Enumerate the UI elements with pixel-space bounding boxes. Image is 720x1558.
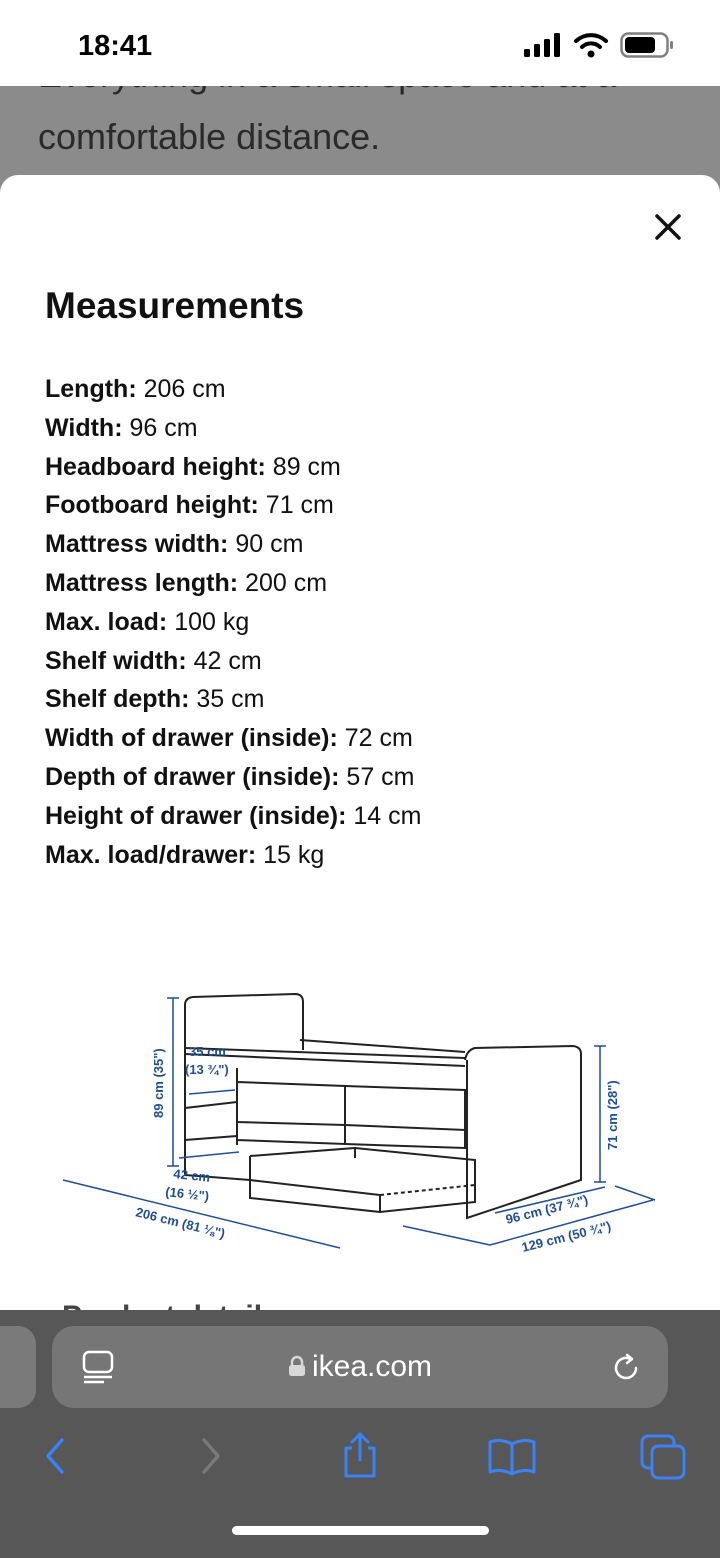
lock-icon <box>288 1355 306 1377</box>
list-item: Max. load: 100 kg <box>45 607 250 636</box>
dim-label-width-96: 96 cm (37 ¾") <box>504 1191 590 1227</box>
status-bar <box>0 0 720 86</box>
cellular-signal-icon <box>524 33 562 57</box>
dim-label-shelf-width-in: (16 ½") <box>164 1184 210 1204</box>
list-item: Width of drawer (inside): 72 cm <box>45 724 413 753</box>
dim-label-shelf-depth-in: (13 ¾") <box>185 1062 229 1077</box>
list-item: Width: 96 cm <box>45 413 198 442</box>
dim-label-shelf-depth-cm: 35 cm <box>189 1044 226 1059</box>
list-item: Footboard height: 71 cm <box>45 491 334 520</box>
sheet-title: Measurements <box>45 285 305 326</box>
list-item: Shelf width: 42 cm <box>45 646 262 675</box>
list-item: Length: 206 cm <box>45 375 226 403</box>
status-icons <box>524 32 674 58</box>
list-item: Height of drawer (inside): 14 cm <box>45 801 422 830</box>
list-item: Mattress width: 90 cm <box>45 530 304 559</box>
bookmarks-icon[interactable] <box>484 1428 540 1484</box>
dim-label-length: 206 cm (81 ⅛") <box>134 1204 227 1242</box>
previous-tab-preview[interactable] <box>0 1326 36 1408</box>
home-indicator <box>232 1526 489 1535</box>
browser-toolbar <box>0 1310 720 1558</box>
dim-label-shelf-width-cm: 42 cm <box>172 1166 211 1185</box>
address-bar[interactable] <box>52 1326 668 1408</box>
forward-chevron-icon[interactable] <box>182 1428 238 1484</box>
dim-label-height-71: 71 cm (28") <box>605 1080 620 1150</box>
url-display[interactable] <box>52 1350 668 1384</box>
background-text-line2: comfortable distance. <box>38 116 381 157</box>
battery-icon <box>620 32 674 58</box>
list-item: Shelf depth: 35 cm <box>45 685 265 714</box>
close-button[interactable] <box>648 207 688 247</box>
list-item: Headboard height: 89 cm <box>45 452 341 481</box>
list-item: Depth of drawer (inside): 57 cm <box>45 762 415 791</box>
share-icon[interactable] <box>332 1428 388 1484</box>
product-dimension-diagram <box>55 990 665 1295</box>
toolbar-nav-row <box>0 1428 720 1484</box>
wifi-icon <box>574 32 608 58</box>
list-item: Mattress length: 200 cm <box>45 568 328 597</box>
measurements-sheet <box>0 175 720 1310</box>
close-icon <box>648 207 688 247</box>
reload-icon[interactable] <box>610 1352 642 1384</box>
url-text: ikea.com <box>311 1350 433 1383</box>
measurements-list <box>45 370 685 874</box>
dim-label-width-129: 129 cm (50 ¾") <box>520 1218 613 1255</box>
tabs-icon[interactable] <box>636 1428 692 1484</box>
dim-label-height-89: 89 cm (35") <box>151 1048 166 1118</box>
back-chevron-icon[interactable] <box>28 1428 84 1484</box>
background-page <box>0 86 720 1310</box>
list-item: Max. load/drawer: 15 kg <box>45 840 325 869</box>
status-time: 18:41 <box>78 30 153 62</box>
